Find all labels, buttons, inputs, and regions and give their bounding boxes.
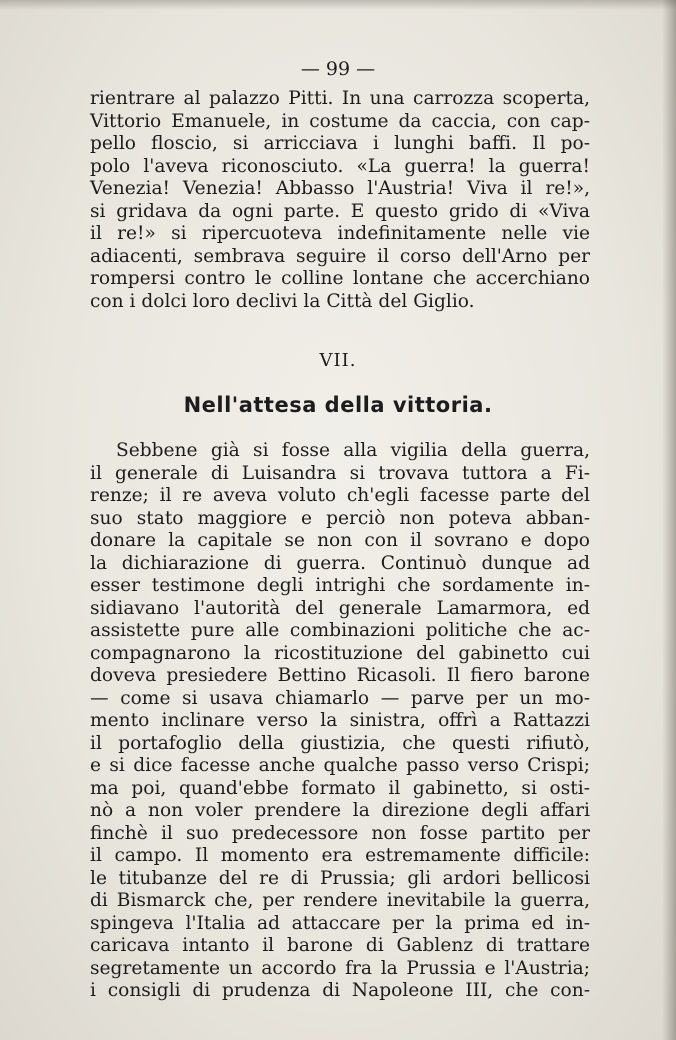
text-line: Sebbene già si fosse alla vigilia della guerra, [116, 440, 590, 461]
text-line: le titubanze del re di Prussia; gli ardori bellicosi [90, 867, 590, 889]
text-line: doveva presiedere Bettino Ricasoli. Il fiero barone [90, 665, 590, 686]
text-line: finchè il suo predecessore non fosse partito per [90, 822, 590, 844]
text-line: ma poi, quand'ebbe formato il gabinetto, si osti- [90, 777, 590, 799]
text-line: pello floscio, si arricciava i lunghi baffi. Il po- [90, 133, 590, 154]
text-line: compagnarono la ricostituzione del gabinetto cui [90, 642, 590, 664]
text-line: il generale di Luisandra si trovava tuttora a Fi- [90, 462, 590, 484]
text-line: il campo. Il momento era estremamente difficile: [90, 845, 590, 866]
text-line: — come si usava chiamarlo — parve per un mo- [90, 687, 590, 709]
text-line: adiacenti, sembrava seguire il corso dell'Arno per [90, 245, 590, 267]
text-line: il re!» si ripercuoteva indefinitamente nelle vie [90, 223, 590, 244]
text-line: Venezia! Venezia! Abbasso l'Austria! Viva il re!», [90, 178, 590, 199]
text-line: renze; il re aveva voluto ch'egli facesse parte del [90, 485, 590, 506]
text-line: donare la capitale se non con il sovrano e dopo [90, 530, 590, 551]
text-line: con i dolci loro declivi la Città del Giglio. [90, 290, 475, 312]
text-line: esser testimone degli intrighi che sordamente in- [90, 575, 590, 596]
text-line: nò a non voler prendere la direzione degli affari [90, 800, 590, 821]
text-line: rientrare al palazzo Pitti. In una carrozza scoperta, [90, 88, 590, 109]
text-line: polo l'aveva riconosciuto. «La guerra! la guerra! [90, 155, 590, 177]
text-line: e si dice facesse anche qualche passo verso Crispi; [90, 755, 590, 776]
text-line: i consigli di prudenza di Napoleone III, che con- [90, 980, 590, 1001]
text-line: rompersi contro le colline lontane che accerchiano [90, 268, 590, 289]
text-line: segretamente un accordo fra la Prussia e l'Austria; [90, 957, 590, 979]
text-line: assistette pure alle combinazioni politiche che ac- [90, 620, 590, 641]
text-line: sidiavano l'autorità del generale Lamarmora, ed [90, 597, 590, 619]
page-edge-shadow [662, 0, 676, 1040]
text-line: si gridava da ogni parte. E questo grido di «Viva [90, 200, 590, 222]
paragraph-chapter-opening [90, 440, 590, 1003]
chapter-number: VII. [319, 350, 357, 371]
text-line: suo stato maggiore e perciò non poteva abban- [90, 507, 590, 529]
text-line: di Bismarck che, per rendere inevitabile la guerra, [90, 890, 590, 911]
text-line: spingeva l'Italia ad attaccare per la prima ed in- [90, 912, 590, 934]
chapter-title: Nell'attesa della vittoria. [183, 393, 493, 417]
page-top-shadow [0, 0, 676, 10]
text-line: caricava intanto il barone di Gablenz di trattare [90, 935, 590, 956]
paragraph-continued [90, 88, 590, 313]
text-line: mento inclinare verso la sinistra, offrì a Rattazzi [90, 710, 590, 731]
text-line: la dichiarazione di guerra. Continuò dunque ad [90, 552, 590, 574]
text-line: il portafoglio della giustizia, che questi rifiutò, [90, 732, 590, 754]
text-line: Vittorio Emanuele, in costume da caccia, con cap- [90, 110, 590, 132]
page-number: — 99 — [300, 58, 376, 80]
